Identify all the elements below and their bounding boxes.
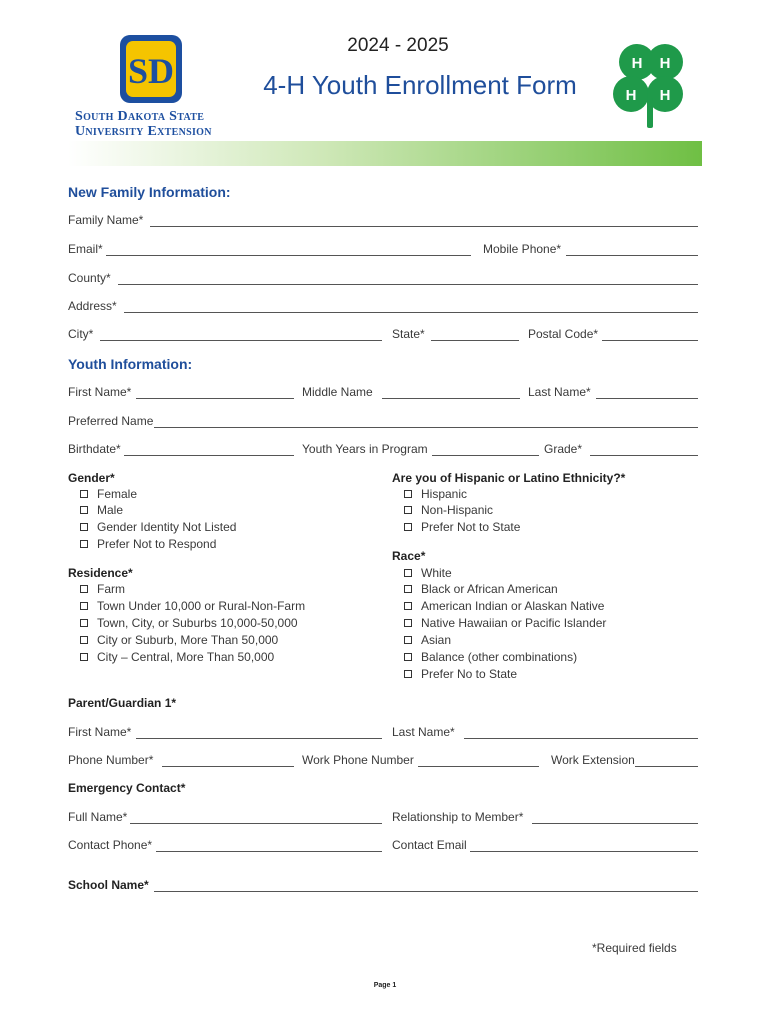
grade-label: Grade* [544,442,583,456]
clover-h3: H [625,87,637,104]
program-years: 2024 - 2025 [347,35,449,56]
relationship-field[interactable] [532,823,698,824]
youth-first-name-label: First Name* [68,385,132,399]
clover-h1: H [631,55,643,72]
checkbox[interactable] [80,619,88,627]
ethnicity-option[interactable]: Non-Hispanic [404,503,493,517]
contact-phone-field[interactable] [156,851,382,852]
youth-middle-name-field[interactable] [382,398,520,399]
email-label: Email* [68,242,103,256]
parent-last-name-label: Last Name* [392,725,455,739]
checkbox[interactable] [80,506,88,514]
emergency-heading: Emergency Contact* [68,781,186,795]
new-family-heading: New Family Information: [68,184,231,200]
parent-phone-field[interactable] [162,766,294,767]
mobile-phone-label: Mobile Phone* [483,242,562,256]
logo-letters: SD [127,51,175,91]
contact-email-field[interactable] [470,851,698,852]
gender-option[interactable]: Male [80,503,123,517]
4h-clover-icon [607,38,693,130]
page-number: Page 1 [373,982,397,989]
race-option[interactable]: Balance (other combinations) [404,650,577,664]
relationship-label: Relationship to Member* [392,810,524,824]
org-name-line1: South Dakota State [75,109,205,124]
form-title: 4-H Youth Enrollment Form [263,70,577,100]
residence-option[interactable]: Town, City, or Suburbs 10,000-50,000 [80,616,298,630]
school-name-label: School Name* [68,878,149,892]
contact-phone-label: Contact Phone* [68,838,153,852]
residence-option[interactable]: City or Suburb, More Than 50,000 [80,633,278,647]
youth-last-name-label: Last Name* [528,385,591,399]
checkbox[interactable] [404,569,412,577]
state-label: State* [392,327,425,341]
email-field[interactable] [106,255,471,256]
postal-code-field[interactable] [602,340,698,341]
emergency-full-name-label: Full Name* [68,810,128,824]
parent-last-name-field[interactable] [464,738,698,739]
youth-heading: Youth Information: [68,356,193,372]
parent-first-name-field[interactable] [136,738,382,739]
mobile-phone-field[interactable] [566,255,698,256]
race-option[interactable]: White [404,566,452,580]
work-extension-field[interactable] [635,766,698,767]
birthdate-field[interactable] [124,455,294,456]
family-name-field[interactable] [150,226,698,227]
checkbox[interactable] [404,506,412,514]
residence-heading: Residence* [68,566,133,580]
clover-h4: H [659,87,671,104]
checkbox[interactable] [404,585,412,593]
checkbox[interactable] [80,523,88,531]
race-heading: Race* [392,549,426,563]
youth-middle-name-label: Middle Name [302,385,373,399]
contact-email-label: Contact Email [392,838,467,852]
postal-code-label: Postal Code* [528,327,599,341]
ethnicity-option[interactable]: Prefer Not to State [404,520,520,534]
parent-heading: Parent/Guardian 1* [68,696,177,710]
state-field[interactable] [431,340,519,341]
required-fields-note: *Required fields [592,941,677,955]
checkbox[interactable] [80,540,88,548]
youth-first-name-field[interactable] [136,398,294,399]
race-option[interactable]: Black or African American [404,582,558,596]
gender-option[interactable]: Gender Identity Not Listed [80,520,236,534]
checkbox[interactable] [404,619,412,627]
residence-option[interactable]: Farm [80,582,125,596]
ethnicity-heading: Are you of Hispanic or Latino Ethnicity?* [392,471,626,485]
race-option[interactable]: Native Hawaiian or Pacific Islander [404,616,606,630]
clover-h2: H [659,55,671,72]
address-field[interactable] [124,312,698,313]
school-name-field[interactable] [154,891,698,892]
work-phone-field[interactable] [418,766,539,767]
checkbox[interactable] [404,490,412,498]
work-extension-label: Work Extension [551,753,635,767]
gender-heading: Gender* [68,471,115,485]
checkbox[interactable] [404,523,412,531]
years-in-program-label: Youth Years in Program [302,442,428,456]
org-name-line2: University Extension [75,124,212,139]
parent-phone-label: Phone Number* [68,753,154,767]
parent-first-name-label: First Name* [68,725,132,739]
ethnicity-option[interactable]: Hispanic [404,487,467,501]
city-label: City* [68,327,94,341]
family-name-label: Family Name* [68,213,144,227]
checkbox[interactable] [404,653,412,661]
address-label: Address* [68,299,117,313]
sdsu-logo [118,33,184,105]
gender-option[interactable]: Female [80,487,137,501]
preferred-name-label: Preferred Name [68,414,154,428]
county-label: County* [68,271,111,285]
checkbox[interactable] [404,670,412,678]
checkbox[interactable] [80,585,88,593]
checkbox[interactable] [80,490,88,498]
county-field[interactable] [118,284,698,285]
preferred-name-field[interactable] [154,427,698,428]
race-option[interactable]: American Indian or Alaskan Native [404,599,604,613]
city-field[interactable] [100,340,382,341]
checkbox[interactable] [80,653,88,661]
checkbox[interactable] [80,602,88,610]
race-option[interactable]: Asian [404,633,451,647]
emergency-full-name-field[interactable] [130,823,382,824]
grade-field[interactable] [590,455,698,456]
residence-option[interactable]: City – Central, More Than 50,000 [80,650,274,664]
checkbox[interactable] [404,602,412,610]
gender-option[interactable]: Prefer Not to Respond [80,537,216,551]
birthdate-label: Birthdate* [68,442,121,456]
years-in-program-field[interactable] [432,455,539,456]
header-gradient-bar [68,141,702,166]
residence-option[interactable]: Town Under 10,000 or Rural-Non-Farm [80,599,305,613]
race-option[interactable]: Prefer No to State [404,667,517,681]
checkbox[interactable] [404,636,412,644]
checkbox[interactable] [80,636,88,644]
youth-last-name-field[interactable] [596,398,698,399]
work-phone-label: Work Phone Number [302,753,414,767]
